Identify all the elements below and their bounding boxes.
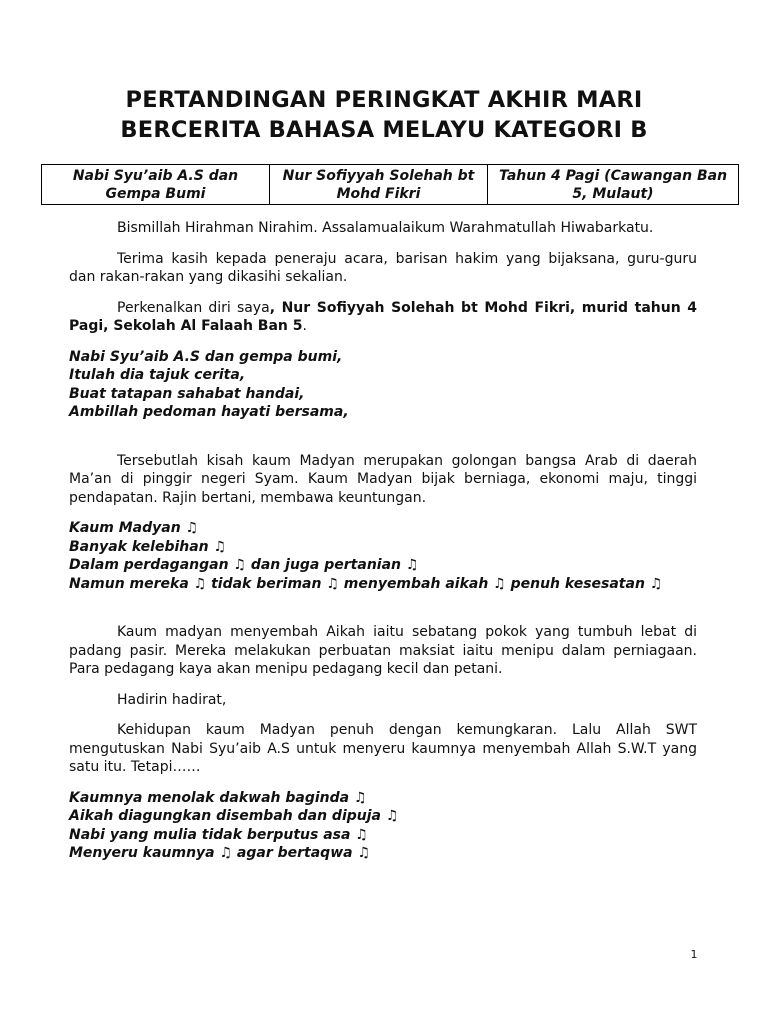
verse-2 bbox=[69, 519, 697, 593]
page-number: 1 bbox=[690, 948, 698, 961]
verse-line: Aikah diagungkan disembah dan dipuja ♫ bbox=[69, 808, 399, 824]
document-body bbox=[69, 219, 697, 875]
paragraph-introduction bbox=[69, 299, 697, 336]
verse-3 bbox=[69, 789, 697, 863]
title-line-1: PERTANDINGAN PERINGKAT AKHIR MARI bbox=[125, 87, 643, 113]
verse-1 bbox=[69, 348, 697, 422]
spacer bbox=[69, 605, 697, 623]
student-name-cell: Nur Sofiyyah Solehah bt Mohd Fikri bbox=[270, 165, 488, 205]
paragraph-story-3: Kehidupan kaum Madyan penuh dengan kemungkaran. Lalu Allah SWT mengutuskan Nabi Syu’aib A.S untuk menyeru kaumnya menyembah Allah S.W.T yang satu itu. Tetapi…… bbox=[69, 722, 697, 775]
spacer bbox=[69, 434, 697, 452]
paragraph-address: Hadirin hadirat, bbox=[117, 691, 227, 708]
verse-line: Menyeru kaumnya ♫ agar bertaqwa ♫ bbox=[69, 845, 370, 861]
story-title-cell: Nabi Syu’aib A.S dan Gempa Bumi bbox=[42, 165, 270, 205]
verse-line: Ambillah pedoman hayati bersama, bbox=[69, 404, 349, 420]
verse-line: Kaumnya menolak dakwah baginda ♫ bbox=[69, 789, 367, 806]
info-table bbox=[41, 164, 739, 205]
intro-bold: , Nur Sofiyyah Solehah bt Mohd Fikri, murid tahun 4 Pagi, Sekolah Al Falaah Ban 5 bbox=[69, 299, 698, 334]
verse-line: Nabi yang mulia tidak berputus asa ♫ bbox=[69, 826, 368, 843]
paragraph-story-1: Tersebutlah kisah kaum Madyan merupakan golongan bangsa Arab di daerah Ma’an di pinggir negeri Syam. Kaum Madyan bijak berniaga, ekonomi maju, tinggi pendapatan. Rajin bertani, membawa keuntungan. bbox=[69, 452, 697, 506]
class-cell: Tahun 4 Pagi (Cawangan Ban 5, Mulaut) bbox=[488, 165, 739, 205]
paragraph-thanks: Terima kasih kepada peneraju acara, barisan hakim yang bijaksana, guru-guru dan rakan-rakan yang dikasihi sekalian. bbox=[69, 250, 697, 285]
intro-suffix: . bbox=[302, 318, 307, 334]
info-table-row bbox=[42, 165, 739, 205]
verse-line: Itulah dia tajuk cerita, bbox=[69, 367, 246, 383]
document-title bbox=[0, 85, 768, 145]
verse-line: Buat tatapan sahabat handai, bbox=[69, 385, 305, 402]
verse-line: Kaum Madyan ♫ bbox=[69, 520, 199, 536]
verse-line: Dalam perdagangan ♫ dan juga pertanian ♫ bbox=[69, 557, 419, 573]
verse-line: Nabi Syu’aib A.S dan gempa bumi, bbox=[69, 348, 343, 365]
verse-line: Banyak kelebihan ♫ bbox=[69, 538, 227, 555]
paragraph-greeting: Bismillah Hirahman Nirahim. Assalamualaikum Warahmatullah Hiwabarkatu. bbox=[117, 220, 654, 236]
title-line-2: BERCERITA BAHASA MELAYU KATEGORI B bbox=[120, 117, 648, 143]
paragraph-story-2: Kaum madyan menyembah Aikah iaitu sebatang pokok yang tumbuh lebat di padang pasir. Mereka melakukan perbuatan maksiat iaitu menipu dalam perniagaan. Para pedagang kaya akan menipu pedagang kecil dan petani. bbox=[69, 624, 697, 677]
intro-prefix: Perkenalkan diri saya bbox=[117, 299, 270, 316]
verse-line: Namun mereka ♫ tidak beriman ♫ menyembah aikah ♫ penuh kesesatan ♫ bbox=[69, 575, 663, 592]
